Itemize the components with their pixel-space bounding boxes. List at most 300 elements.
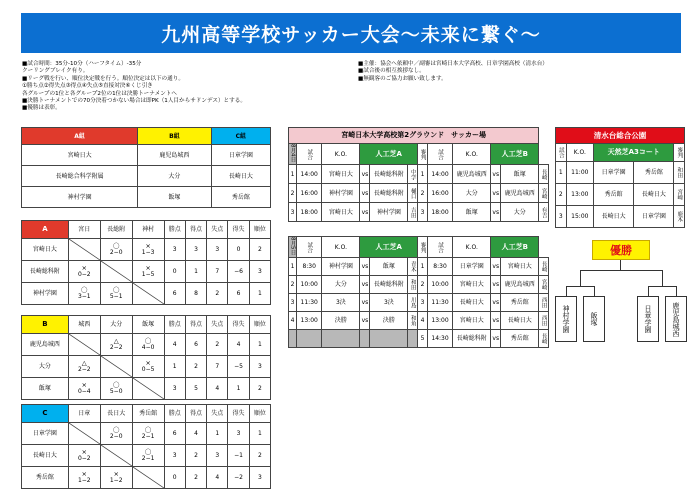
away-team: 鹿児島城西 [501,184,539,203]
result-cell [68,283,100,305]
group-cell: 鹿児島城西 [138,145,212,166]
home-team: 神村学園 [322,184,360,203]
result-score: 1−2 [109,477,123,485]
league-team: 長崎総科附 [22,261,69,283]
stat-cell: 6 [185,334,206,356]
group-b-header: B組 [138,128,212,145]
league-team: 飯塚 [22,378,69,400]
page-title: 九州高等学校サッカー大会～未来に繋ぐ～ [21,13,681,53]
empty-cell [289,330,297,348]
self-match-cell [132,378,164,400]
league-col-header: 勝点 [164,405,185,423]
stat-cell: 1 [249,334,270,356]
league-col-header: 勝点 [164,221,185,239]
vs-label: vs [492,263,500,270]
match-no: 1 [418,258,428,276]
stat-cell: −1 [228,445,249,467]
home-team: 宮崎日大 [322,165,360,184]
stat-cell: 4 [185,423,206,445]
vs-label: vs [492,335,500,342]
match-no: 1 [556,162,567,184]
result-cell [100,423,132,445]
vs-cell [491,294,501,312]
field-a-header: 人工芝A [360,144,418,165]
result-mark: △ [113,336,119,345]
referee: 川島 [408,294,418,312]
league-team: 長崎日大 [22,445,69,467]
kickoff-time: 11:30 [427,294,452,312]
league-col-header: 勝点 [164,316,185,334]
referee: 長崎 [539,330,549,348]
col-no: 試合 [427,237,452,258]
away-team: 長崎日大 [634,184,674,206]
league-team: 神村学園 [22,283,69,305]
vs-cell [491,165,501,184]
stat-cell: 8 [185,283,206,305]
result-cell [132,445,164,467]
day2-label: 8月5日 [289,237,296,255]
result-mark: 〇 [81,285,88,294]
home-team: 秀岳館 [594,184,634,206]
away-team: 長崎総科附 [370,184,408,203]
stat-cell: 3 [228,423,249,445]
col-ko: K.O. [322,144,360,165]
league-col-header: 城西 [68,316,100,334]
result-cell [100,467,132,489]
result-score: 2−2 [109,344,123,352]
group-cell: 日章学園 [211,145,270,166]
vs-cell [491,258,501,276]
col-no: 試合 [556,144,567,162]
self-match-cell [100,445,132,467]
self-match-cell [100,261,132,283]
field-a-header: 人工芝A [360,237,418,258]
kickoff-time: 10:00 [297,276,322,294]
kickoff-time: 14:00 [427,165,452,184]
home-team: 大分 [453,184,491,203]
result-cell [100,283,132,305]
kickoff-time: 16:00 [297,184,322,203]
rules-notes: ■試合時間：35分-10分（ハーフタイム）-35分 クーリングブレイク有り。 ■リーグ戦を行い、順位決定戦を行う。順位決定は以下の通り。 ①勝ち点②得失点③得点④失点⑤直接対決⑥くじ引き 各グループの1位と各グループ2位の1位は決勝トーナメントへ ■決勝トーナメントでの70分決着つかない場合は即PK（1人目からサドンデス）とする。 ■優勝は表彰。 [22,61,246,112]
stat-cell: 2 [249,239,270,261]
empty-cell [360,330,370,348]
home-team: 日章学園 [453,258,491,276]
stat-cell: 3 [164,239,185,261]
group-c-header: C組 [211,128,270,145]
result-cell [132,261,164,283]
organizer-notes: ■主催：協会へ依頼中／副審は宮崎日本大学高校、日章学園高校（清水台） ■試合後の相互挨拶なし。 ■無観客のご協力お願い致します。 [358,61,548,82]
match-no: 3 [418,294,428,312]
league-table-c [21,404,271,489]
stat-cell: 2 [185,467,206,489]
league-col-header: 得失 [228,316,249,334]
stat-cell: 0 [164,467,185,489]
referee: 宮崎 [539,184,549,203]
result-cell [132,239,164,261]
bracket-team: 神村学園 [555,296,577,342]
stat-cell: 3 [164,445,185,467]
group-a-header: A組 [22,128,138,145]
league-col-header: 日章 [68,405,100,423]
stat-cell: 7 [207,356,228,378]
vs-cell [491,330,501,348]
stat-cell: 2 [249,378,270,400]
stat-cell: 0 [228,239,249,261]
field-b-header: 人工芝B [491,237,539,258]
kickoff-time: 10:00 [427,276,452,294]
result-mark: 〇 [144,425,152,434]
kickoff-time: 11:00 [566,162,594,184]
league-team: 鹿児島城西 [22,334,69,356]
self-match-cell [68,334,100,356]
result-mark: 〇 [112,425,120,434]
stat-cell: 2 [207,334,228,356]
referee: 有吉 [539,203,549,222]
referee: 鹿木 [674,206,685,228]
group-cell: 大分 [138,166,212,187]
stat-cell: 3 [249,467,270,489]
vs-label: vs [492,299,500,306]
away-team: 秀岳館 [501,294,539,312]
result-mark: △ [81,358,87,367]
stat-cell: 7 [207,261,228,283]
home-team: 飯塚 [453,203,491,222]
away-team: 日章学園 [634,206,674,228]
result-cell [68,356,100,378]
group-cell: 飯塚 [138,187,212,208]
col-no: 試合 [297,237,322,258]
stat-cell: 6 [228,283,249,305]
league-col-header: 秀岳館 [132,405,164,423]
stat-cell: −5 [228,356,249,378]
league-col-header: 大分 [100,316,132,334]
away-team: 飯塚 [501,165,539,184]
group-cell: 宮崎日大 [22,145,138,166]
kickoff-time: 18:00 [427,203,452,222]
match-no: 4 [418,312,428,330]
away-team: 長崎日大 [501,312,539,330]
vs-label: vs [360,184,370,203]
match-no: 3 [289,294,297,312]
result-cell [100,239,132,261]
league-col-header: 長日大 [100,405,132,423]
referee: 長崎 [539,258,549,276]
league-col-header: 失点 [207,405,228,423]
self-match-cell [100,356,132,378]
match-no: 3 [556,206,567,228]
result-score: 2−1 [141,455,155,463]
referee: 長崎 [539,165,549,184]
referee: 西田 [539,294,549,312]
result-mark: × [81,469,87,478]
vs-label: vs [360,312,370,330]
result-mark: × [145,358,151,367]
kickoff-time: 8:30 [427,258,452,276]
kickoff-time: 8:30 [297,258,322,276]
away-team: 決勝 [370,312,408,330]
league-team: 宮崎日大 [22,239,69,261]
home-team: 決勝 [322,312,360,330]
stat-cell: 3 [207,239,228,261]
result-mark: × [145,241,151,250]
empty-cell [297,330,322,348]
result-mark: 〇 [144,447,152,456]
home-team: 日章学園 [594,162,634,184]
result-score: 5−1 [109,293,123,301]
diagonal-line [133,283,164,304]
empty-cell [322,330,360,348]
bracket-team: 日章学園 [637,296,659,342]
stat-cell: 4 [207,378,228,400]
vs-label: vs [492,317,500,324]
vs-label: vs [492,170,500,178]
result-score: 1−3 [141,249,155,257]
result-score: 0−5 [141,366,155,374]
col-no: 試合 [427,144,452,165]
home-team: 長崎総科附 [453,330,491,348]
league-col-header: 順位 [249,405,270,423]
bracket-team: 飯塚 [583,296,605,342]
result-score: 0−2 [77,271,91,279]
result-cell [100,378,132,400]
empty-cell [370,330,408,348]
referee: 宮崎 [674,184,685,206]
vs-label: vs [492,189,500,197]
league-col-header: 得点 [185,316,206,334]
away-team: 大分 [501,203,539,222]
stat-cell: 2 [207,283,228,305]
col-ref: 審判 [418,237,428,258]
result-mark: × [81,447,87,456]
league-table-b [21,315,271,400]
diagonal-line [69,239,100,260]
stat-cell: 3 [185,239,206,261]
stat-cell: 3 [249,356,270,378]
result-score: 1−5 [141,271,155,279]
away-team: 宮崎日大 [501,258,539,276]
referee: 中学 [408,165,418,184]
stat-cell: −2 [228,467,249,489]
result-cell [132,356,164,378]
referee: 吉田 [408,203,418,222]
stat-cell: 1 [249,283,270,305]
away-team: 秀岳館 [501,330,539,348]
league-col-header: 失点 [207,316,228,334]
col-ref: 審判 [418,144,428,165]
result-score: 2−0 [109,433,123,441]
result-mark: × [145,263,151,272]
diagonal-line [69,334,100,355]
group-cell: 長崎日大 [211,166,270,187]
result-cell [100,334,132,356]
home-team: 宮崎日大 [453,276,491,294]
result-mark: × [81,380,87,389]
venue1-day2-table [288,236,549,348]
stat-cell: 2 [249,445,270,467]
self-match-cell [132,283,164,305]
diagonal-line [69,423,100,444]
kickoff-time: 16:00 [427,184,452,203]
home-team: 宮崎日大 [322,203,360,222]
kickoff-time: 18:00 [297,203,322,222]
league-label: C [22,405,69,423]
venue2-field: 天然芝A3コート [594,144,674,162]
league-label: B [22,316,69,334]
result-cell [68,445,100,467]
result-cell [132,423,164,445]
league-col-header: 得失 [228,405,249,423]
empty-cell [408,330,418,348]
col-no: 試合 [297,144,322,165]
result-score: 2−1 [141,433,155,441]
stat-cell: 4 [228,334,249,356]
col-ref: 審判 [674,144,685,162]
referee: 和田 [408,276,418,294]
result-score: 0−4 [77,388,91,396]
diagonal-line [133,467,164,488]
league-col-header: 順位 [249,221,270,239]
kickoff-time: 13:00 [427,312,452,330]
away-team: 神村学園 [370,203,408,222]
match-no: 2 [418,184,428,203]
vs-cell [491,203,501,222]
stat-cell: 1 [207,423,228,445]
vs-label: vs [360,165,370,184]
kickoff-time: 13:00 [566,184,594,206]
vs-label: vs [492,208,500,216]
result-score: 3−1 [77,293,91,301]
kickoff-time: 13:00 [297,312,322,330]
league-col-header: 飯塚 [132,316,164,334]
kickoff-time: 11:30 [297,294,322,312]
result-score: 2−0 [109,249,123,257]
stat-cell: 3 [249,261,270,283]
result-mark: 〇 [144,336,152,345]
home-team: 3決 [322,294,360,312]
league-team: 秀岳館 [22,467,69,489]
result-mark: 〇 [112,285,120,294]
vs-label: vs [360,203,370,222]
diagonal-line [133,378,164,399]
venue2-table [555,127,685,228]
col-ko: K.O. [322,237,360,258]
match-no: 5 [418,330,428,348]
result-mark: 〇 [112,241,120,250]
match-no: 2 [289,184,297,203]
kickoff-time: 14:30 [427,330,452,348]
league-col-header: 失点 [207,221,228,239]
stat-cell: 4 [164,334,185,356]
league-col-header: 得失 [228,221,249,239]
vs-cell [491,184,501,203]
league-team: 大分 [22,356,69,378]
result-score: 5−0 [109,388,123,396]
league-col-header: 神村 [132,221,164,239]
result-cell [68,378,100,400]
result-score: 1−2 [77,477,91,485]
referee: 和田 [674,162,685,184]
kickoff-time: 15:00 [566,206,594,228]
champion-label: 優勝 [592,240,650,260]
home-team: 神村学園 [322,258,360,276]
diagonal-line [101,356,132,377]
home-team: 宮崎日大 [453,312,491,330]
group-cell: 秀岳館 [211,187,270,208]
col-ko: K.O. [453,144,491,165]
league-col-header: 宮日 [68,221,100,239]
away-team: 長崎総科附 [370,165,408,184]
stat-cell: 1 [249,423,270,445]
diagonal-line [101,261,132,282]
vs-label: vs [360,258,370,276]
day1-label: 8月4日 [289,144,296,162]
result-mark: × [113,469,119,478]
league-col-header: 得点 [185,405,206,423]
stat-cell: 0 [164,261,185,283]
away-team: 秀岳館 [634,162,674,184]
league-col-header: 長総附 [100,221,132,239]
field-b-header: 人工芝B [491,144,539,165]
league-col-header: 得点 [185,221,206,239]
league-table-a [21,220,271,305]
vs-label: vs [360,276,370,294]
league-team: 日章学園 [22,423,69,445]
self-match-cell [68,423,100,445]
match-no: 3 [289,203,297,222]
self-match-cell [68,239,100,261]
home-team: 大分 [322,276,360,294]
col-ko: K.O. [453,237,491,258]
venue2-title: 清水台総合公園 [556,128,685,144]
diagonal-line [101,445,132,466]
group-cell: 長崎総合科学附属 [22,166,138,187]
home-team: 鹿児島城西 [453,165,491,184]
stat-cell: 5 [185,378,206,400]
stat-cell: 4 [207,467,228,489]
stat-cell: 2 [185,356,206,378]
group-table [21,127,271,208]
result-mark: × [81,263,87,272]
stat-cell: 1 [185,261,206,283]
stat-cell: 2 [185,445,206,467]
stat-cell: 1 [164,356,185,378]
stat-cell: 1 [228,378,249,400]
league-col-header: 順位 [249,316,270,334]
referee: 樋口 [408,184,418,203]
stat-cell: 6 [164,423,185,445]
away-team: 長崎総科附 [370,276,408,294]
result-cell [68,467,100,489]
group-cell: 神村学園 [22,187,138,208]
vs-label: vs [492,281,500,288]
stat-cell: 3 [207,445,228,467]
result-cell [132,334,164,356]
bracket-team: 鹿児島城西 [665,296,687,342]
venue1-day1-table [288,127,549,222]
vs-cell [491,276,501,294]
result-score: 2−2 [77,366,91,374]
referee: 西田 [539,312,549,330]
home-team: 長崎日大 [453,294,491,312]
referee: 宮崎 [539,276,549,294]
away-team: 飯塚 [370,258,408,276]
referee: 和角 [408,312,418,330]
home-team: 長崎日大 [594,206,634,228]
stat-cell: −6 [228,261,249,283]
away-team: 鹿児島城西 [501,276,539,294]
match-no: 2 [556,184,567,206]
match-no: 1 [289,258,297,276]
